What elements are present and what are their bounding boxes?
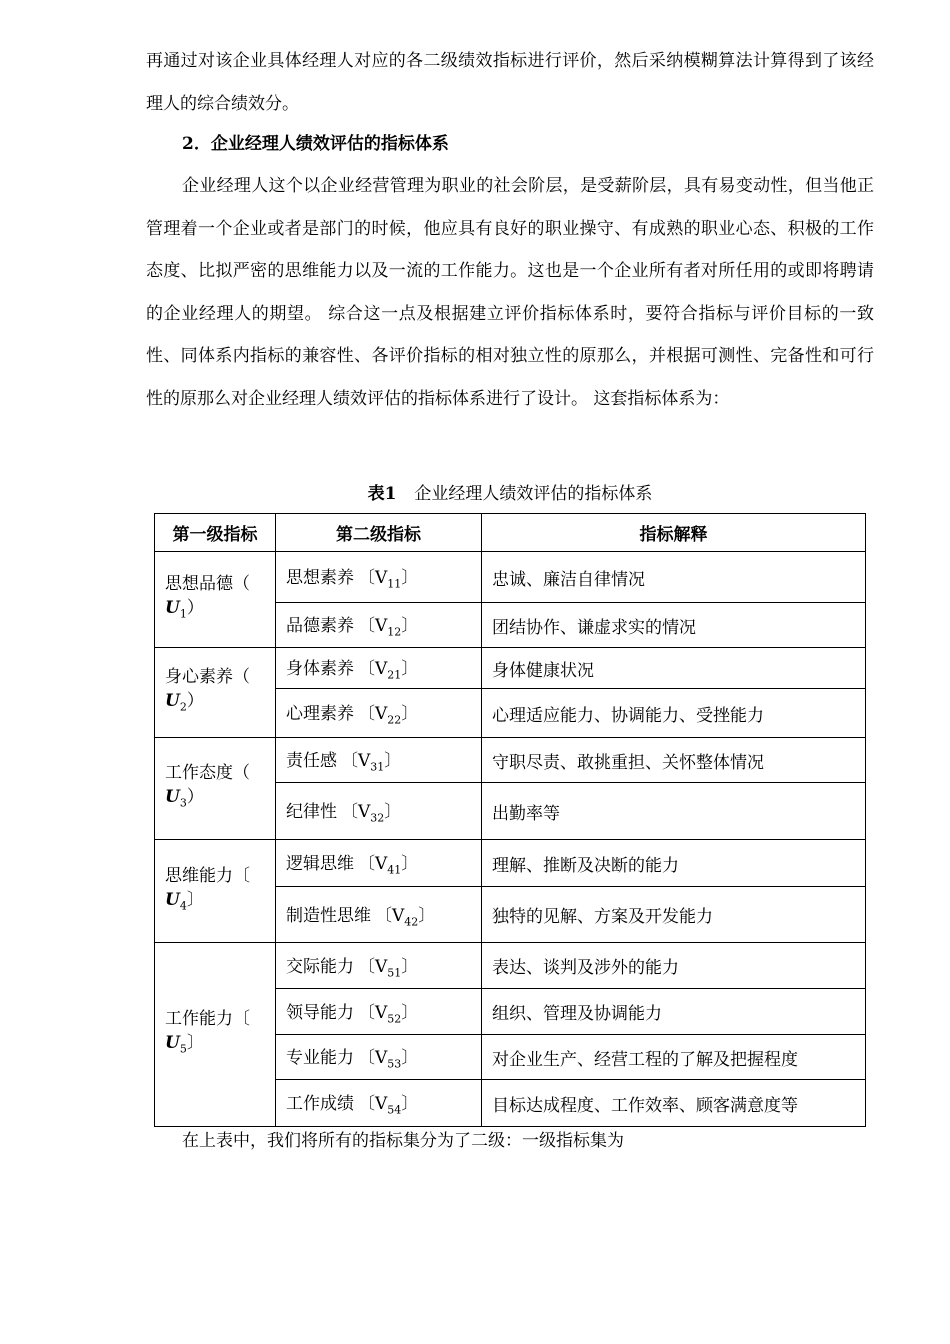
- level2-code-index: 52: [387, 1012, 402, 1026]
- level2-code-index: 31: [370, 760, 385, 774]
- level2-name: 责任感: [286, 751, 337, 772]
- level1-symbol-index: 1: [179, 607, 187, 621]
- level2-cell: [276, 648, 482, 689]
- level2-name: 工作成绩: [286, 1094, 354, 1115]
- level2-name: 思想素养: [286, 568, 354, 589]
- level2-code-index: 54: [387, 1103, 402, 1117]
- level2-code-letter: V: [375, 659, 388, 680]
- level1-close: ）: [186, 787, 204, 808]
- table-row: [155, 840, 866, 887]
- level1-name: 身心素养（: [165, 667, 250, 688]
- explanation-cell: 理解、推断及决断的能力: [482, 840, 866, 887]
- level2-code: 〔$V_{51}$〕: [358, 956, 419, 980]
- level2-name: 交际能力: [286, 956, 354, 977]
- level2-code-letter: V: [375, 616, 388, 637]
- level2-code: 〔$V_{54}$〕: [358, 1094, 419, 1117]
- level1-symbol-index: 4: [179, 899, 187, 913]
- level2-code-index: 21: [387, 668, 402, 682]
- explanation-cell: 团结协作、谦虚求实的情况: [482, 603, 866, 648]
- level1-name: 思维能力〔: [165, 865, 250, 886]
- level2-code-index: 51: [387, 966, 402, 980]
- level2-code-letter: V: [375, 1048, 388, 1069]
- level2-code: 〔$V_{12}$〕: [358, 616, 419, 639]
- level2-name: 制造性思维: [286, 905, 371, 926]
- level2-code: 〔$V_{11}$〕: [358, 568, 419, 591]
- header-level1: 第一级指标: [155, 514, 276, 552]
- level1-symbol-index: 3: [179, 796, 187, 810]
- level1-close: ）: [186, 691, 204, 712]
- table-header-row: [155, 514, 866, 552]
- level1-symbol-letter: U: [165, 1033, 180, 1054]
- level2-code-letter: V: [375, 1094, 388, 1115]
- level1-cell: [155, 738, 276, 840]
- level1-symbol-letter: U: [165, 889, 180, 910]
- level1-name: 工作态度（: [165, 763, 250, 784]
- level2-code: 〔$V_{31}$〕: [341, 751, 402, 774]
- table-body: [155, 552, 866, 1127]
- after-table-paragraph: 在上表中，我们将所有的指标集分为了二级：一级指标集为: [182, 1131, 624, 1151]
- table-row: [155, 943, 866, 989]
- level2-cell: [276, 943, 482, 989]
- table-caption-label: 表1: [367, 484, 397, 504]
- level1-symbol-index: 2: [179, 700, 187, 714]
- level2-name: 心理素养: [286, 704, 354, 725]
- level1-close: 〕: [186, 1033, 204, 1054]
- metrics-table: [154, 513, 866, 1127]
- level2-name: 领导能力: [286, 1002, 354, 1023]
- level2-name: 身体素养: [286, 659, 354, 680]
- level1-symbol-letter: U: [165, 598, 180, 619]
- level1-symbol-letter: U: [165, 787, 180, 808]
- level2-cell: [276, 887, 482, 943]
- table-row: [155, 552, 866, 603]
- level2-code: 〔$V_{52}$〕: [358, 1002, 419, 1026]
- section-heading: 2．企业经理人绩效评估的指标体系: [182, 134, 449, 154]
- level1-symbol: [165, 598, 187, 621]
- level2-cell: [276, 840, 482, 887]
- level1-symbol: [165, 691, 187, 714]
- level2-code: 〔$V_{53}$〕: [358, 1048, 419, 1071]
- level1-cell: [155, 648, 276, 738]
- level1-symbol: [165, 787, 187, 810]
- level2-name: 逻辑思维: [286, 854, 354, 875]
- level2-name: 品德素养: [286, 616, 354, 637]
- level1-cell: [155, 840, 276, 943]
- level2-code-letter: V: [375, 704, 388, 725]
- level2-code-letter: V: [358, 751, 371, 772]
- level1-symbol: [165, 1033, 187, 1056]
- header-explanation: 指标解释: [482, 514, 866, 552]
- explanation-cell: 目标达成程度、工作效率、顾客满意度等: [482, 1080, 866, 1127]
- level2-code-letter: V: [375, 568, 388, 589]
- level2-cell: [276, 783, 482, 840]
- level2-code: 〔$V_{21}$〕: [358, 659, 419, 682]
- body-paragraph: 企业经理人这个以企业经营管理为职业的社会阶层，是受薪阶层，具有易变动性，但当他正管理着一个企业或者是部门的时候，他应具有良好的职业操守、有成熟的职业心态、积极的工作态度、比拟严密的思维能力以及一流的工作能力。这也是一个企业所有者对所任用的或即将聘请的企业经理人的期望。 综合这一点及根据建立评价指标体系时，要符合指标与评价目标的一致性、同体系内指标的兼容性、各评价指标的相对独立性的原那么，并根据可测性、完备性和可行性的原那么对企业经理人绩效评估的指标体系进行了设计。 这套指标体系为：: [146, 176, 874, 409]
- level1-close: ）: [186, 598, 204, 619]
- explanation-cell: 对企业生产、经营工程的了解及把握程度: [482, 1035, 866, 1080]
- level1-symbol: [165, 889, 187, 913]
- level2-cell: [276, 603, 482, 648]
- level1-symbol-index: 5: [179, 1042, 187, 1056]
- level2-cell: [276, 1035, 482, 1080]
- level2-cell: [276, 689, 482, 738]
- level2-name: 纪律性: [286, 802, 337, 823]
- level1-name: 思想品德（: [165, 574, 250, 595]
- level2-code-letter: V: [375, 1002, 388, 1023]
- level2-code-letter: V: [358, 802, 371, 823]
- level2-code-index: 41: [387, 863, 402, 877]
- level2-cell: [276, 989, 482, 1035]
- explanation-cell: 忠诚、廉洁自律情况: [482, 552, 866, 603]
- table-caption-title: 企业经理人绩效评估的指标体系: [414, 484, 653, 504]
- level2-code: 〔$V_{32}$〕: [341, 802, 402, 825]
- explanation-cell: 心理适应能力、协调能力、受挫能力: [482, 689, 866, 738]
- explanation-cell: 表达、谈判及涉外的能力: [482, 943, 866, 989]
- level1-close: 〕: [186, 889, 204, 910]
- level1-name: 工作能力〔: [165, 1009, 250, 1030]
- level2-code-index: 11: [387, 577, 402, 591]
- level2-code-index: 53: [387, 1057, 402, 1071]
- level2-cell: [276, 738, 482, 783]
- level2-code: 〔$V_{42}$〕: [375, 905, 436, 929]
- level1-cell: [155, 552, 276, 648]
- explanation-cell: 守职尽责、敢挑重担、关怀整体情况: [482, 738, 866, 783]
- level2-code-index: 22: [387, 713, 402, 727]
- explanation-cell: 组织、管理及协调能力: [482, 989, 866, 1035]
- level2-code-index: 12: [387, 625, 402, 639]
- table-caption: [0, 479, 950, 504]
- level2-code: 〔$V_{41}$〕: [358, 854, 419, 877]
- level2-code-letter: V: [375, 956, 388, 977]
- explanation-cell: 身体健康状况: [482, 648, 866, 689]
- level1-cell: [155, 943, 276, 1127]
- explanation-cell: 出勤率等: [482, 783, 866, 840]
- level2-code: 〔$V_{22}$〕: [358, 704, 419, 727]
- level2-name: 专业能力: [286, 1048, 354, 1069]
- level2-cell: [276, 552, 482, 603]
- level2-code-index: 32: [370, 811, 385, 825]
- intro-paragraph: 再通过对该企业具体经理人对应的各二级绩效指标进行评价，然后采纳模糊算法计算得到了该经理人的综合绩效分。: [146, 51, 874, 114]
- table-row: [155, 738, 866, 783]
- explanation-cell: 独特的见解、方案及开发能力: [482, 887, 866, 943]
- level2-code-index: 42: [404, 915, 419, 929]
- header-level2: 第二级指标: [276, 514, 482, 552]
- level2-code-letter: V: [392, 905, 405, 926]
- level2-code-letter: V: [375, 854, 388, 875]
- table-row: [155, 648, 866, 689]
- level1-symbol-letter: U: [165, 691, 180, 712]
